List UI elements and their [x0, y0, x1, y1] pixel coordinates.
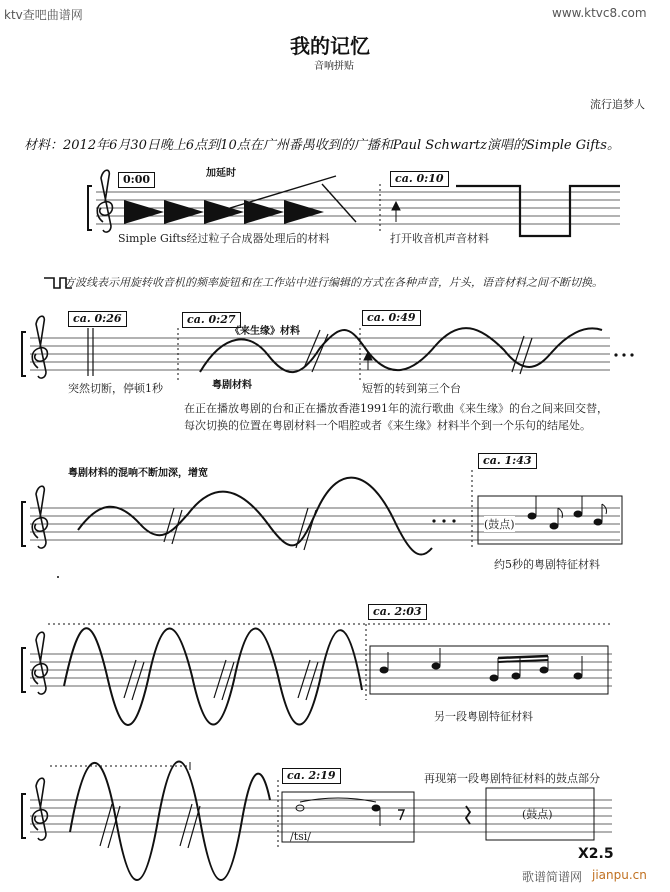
heading-reverb: 粤剧材料的混响不断加深，增宽: [68, 468, 208, 479]
time-marker-0-10: ca. 0:10: [390, 171, 449, 187]
brace-5: [22, 794, 26, 838]
label-opera-material: 粤剧材料: [212, 380, 252, 391]
material-note: 材料：2012年6月30日晚上6点到10点在广州番禺收到的广播和Paul Schwartz演唱的Simple Gifts。: [24, 138, 620, 153]
system-1: [88, 170, 620, 236]
treble-clef-icon: [32, 316, 47, 378]
caption-radio: 打开收音机声音材料: [390, 232, 489, 245]
paragraph-line-1: 在正在播放粤剧的台和正在播放香港1991年的流行歌曲《来生缘》的台之间来回交替，: [184, 402, 608, 415]
caption-grain: Simple Gifts经过粒子合成器处理后的材料: [118, 232, 330, 245]
caption-opera-5s: 约5秒的粤剧特征材料: [494, 558, 600, 571]
drum-label-3: (鼓点): [484, 518, 515, 531]
radio-arrow: [392, 202, 400, 222]
label-delay: 加延时: [206, 168, 236, 179]
treble-clef-icon: [32, 486, 47, 548]
time-marker-0-27: ca. 0:27: [182, 312, 241, 328]
wave-5: [70, 762, 270, 881]
wave-4: [64, 628, 362, 725]
watermark-bottom-right: 歌谱简谱网: [522, 870, 583, 884]
watermark-top-right: www.ktvc8.com: [552, 6, 647, 20]
treble-clef-icon: [97, 170, 112, 232]
grain-triangles: [124, 200, 324, 224]
drum-label-5: (鼓点): [522, 808, 553, 821]
notes-4: [380, 648, 582, 681]
brace-1: [88, 186, 92, 230]
lyric-tsi: /tsi/: [290, 830, 311, 843]
time-marker-0-00: 0:00: [118, 172, 155, 188]
brace-4: [22, 648, 26, 692]
paragraph-line-2: 每次切换的位置在粤剧材料一个唱腔或者《来生缘》材料半个到一个乐句的结尾处。: [184, 419, 591, 432]
caption-cut: 突然切断，停顿1秒: [68, 382, 163, 395]
caption-drum-reprise: 再现第一段粤剧特征材料的鼓点部分: [424, 772, 600, 785]
treble-clef-icon: [32, 632, 47, 694]
square-wave-1: [456, 186, 620, 236]
watermark-top-left: ktv查吧曲谱网: [4, 8, 83, 22]
page-subtitle: 音响拼贴: [314, 61, 354, 72]
time-marker-0-49: ca. 0:49: [362, 310, 421, 326]
time-marker-2-03: ca. 2:03: [368, 604, 427, 620]
time-marker-0-26: ca. 0:26: [68, 311, 127, 327]
watermark-bottom-right-2: jianpu.cn: [592, 868, 647, 882]
repeat-count: X2.5: [578, 846, 614, 862]
system-3: [22, 470, 622, 555]
time-marker-2-19: ca. 2:19: [282, 768, 341, 784]
caption-switch: 短暂的转到第三个台: [362, 382, 461, 395]
brace-3: [22, 502, 26, 546]
time-marker-1-43: ca. 1:43: [478, 453, 537, 469]
ellipsis-dots-2: [614, 353, 633, 356]
caption-opera-another: 另一段粤剧特征材料: [434, 710, 533, 723]
brace-2: [22, 332, 26, 376]
treble-clef-icon: [32, 778, 47, 840]
author: 流行追梦人: [590, 98, 645, 111]
legend-note: 方波线表示用旋转收音机的频率旋钮和在工作站中进行编辑的方式在各种声音，片头，语音材料之间不断切换。: [64, 276, 603, 289]
page-title: 我的记忆: [290, 34, 370, 58]
label-song-material: 《来生缘》材料: [230, 326, 300, 337]
ellipsis-dots-3: [432, 519, 455, 522]
notes-5: [296, 798, 470, 826]
